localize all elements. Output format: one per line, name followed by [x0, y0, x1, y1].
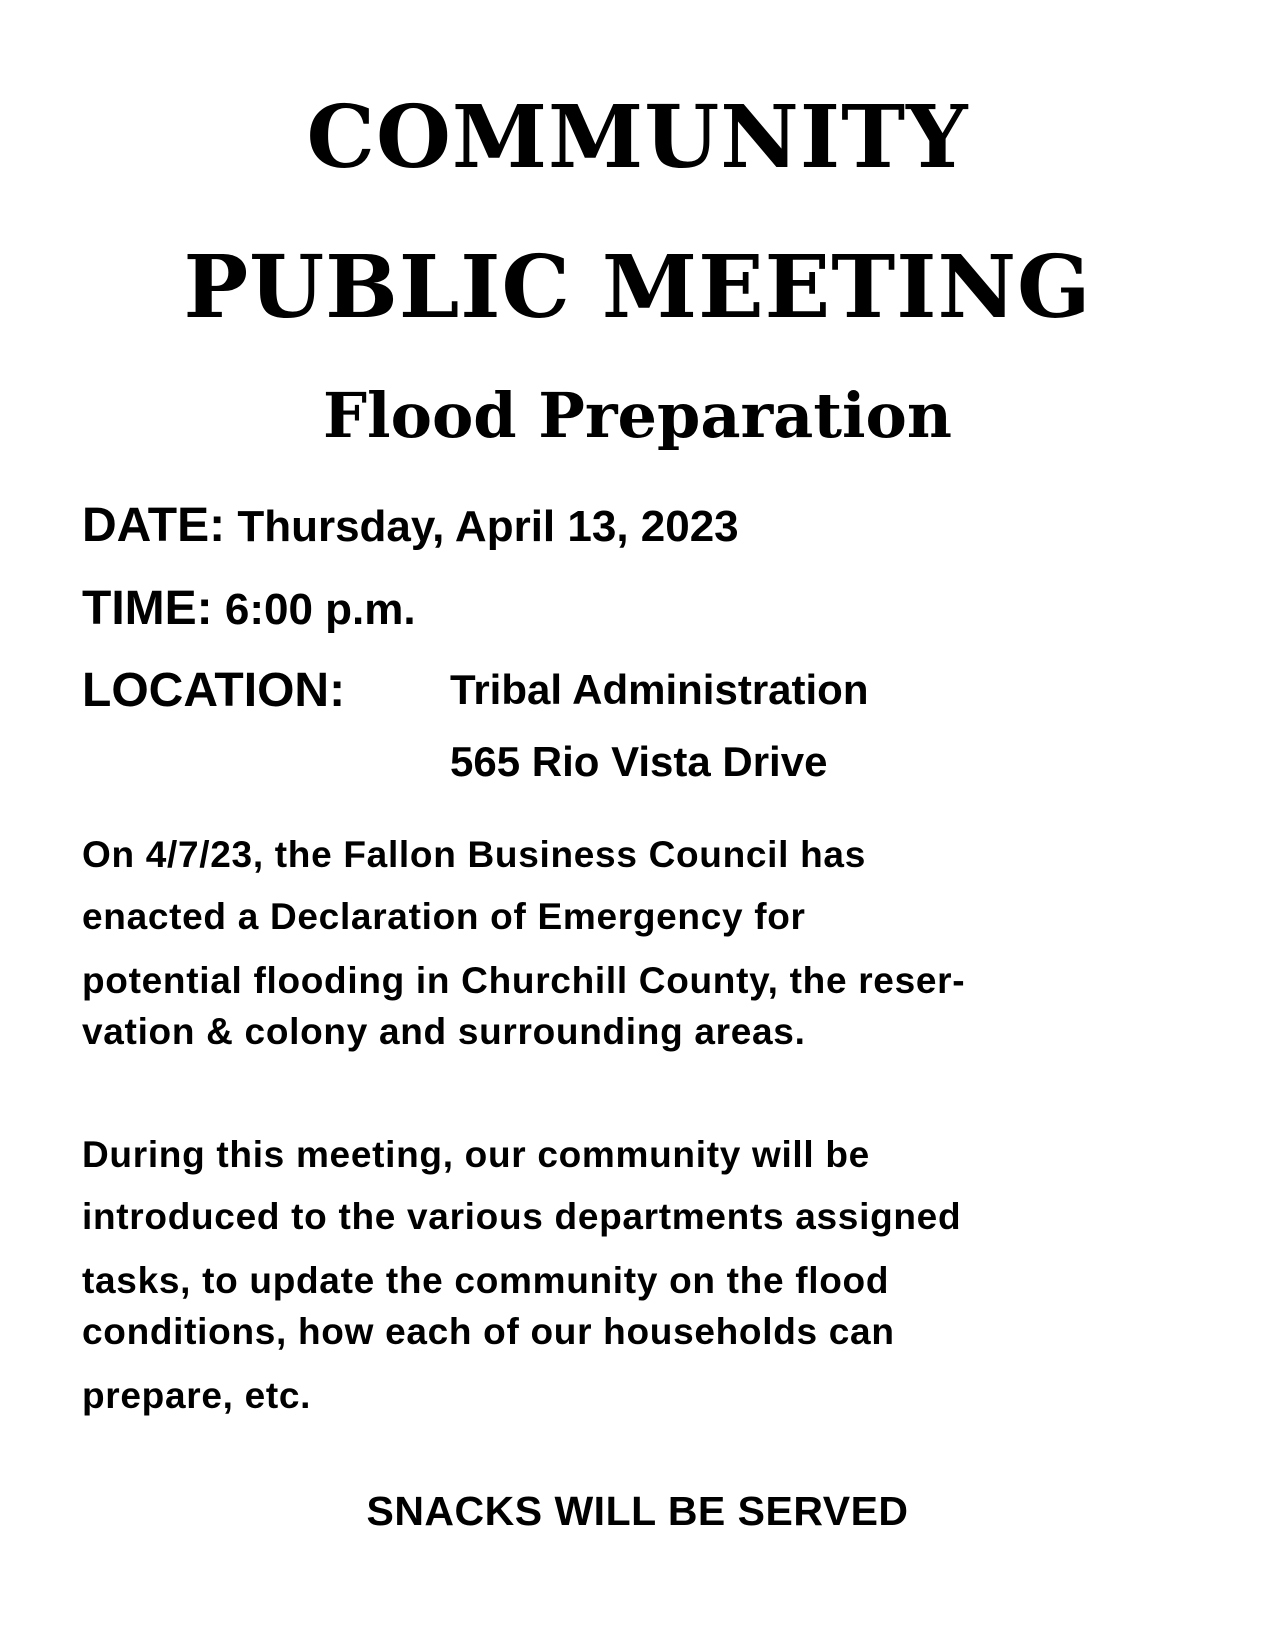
paragraph1-line: potential flooding in Churchill County, the reser- — [82, 960, 966, 1001]
paragraph2-line: tasks, to update the community on the flood — [82, 1260, 890, 1301]
snacks-notice: SNACKS WILL BE SERVED — [366, 1488, 909, 1534]
time-line — [82, 582, 416, 635]
paragraph1-line: On 4/7/23, the Fallon Business Council has — [82, 834, 866, 875]
paragraph1-line: vation & colony and surrounding areas. — [82, 1011, 806, 1052]
date-line — [82, 499, 739, 552]
paragraph1-line: enacted a Declaration of Emergency for — [82, 896, 806, 937]
paragraph2-line: introduced to the various departments assigned — [82, 1196, 962, 1237]
title-line-community: COMMUNITY — [306, 87, 969, 188]
subtitle: Flood Preparation — [323, 379, 952, 452]
date-label: DATE: — [82, 499, 226, 552]
time-value: 6:00 p.m. — [224, 585, 416, 634]
date-value: Thursday, April 13, 2023 — [237, 502, 739, 551]
location-line — [82, 664, 346, 717]
paragraph2-line: prepare, etc. — [82, 1375, 312, 1416]
paragraph2-line: conditions, how each of our households can — [82, 1311, 895, 1352]
time-label: TIME: — [82, 582, 213, 635]
paragraph2-line: During this meeting, our community will be — [82, 1134, 870, 1175]
location-name: Tribal Administration — [450, 666, 869, 713]
title-line-public-meeting: PUBLIC MEETING — [183, 237, 1092, 338]
location-label: LOCATION: — [82, 664, 346, 717]
location-address: 565 Rio Vista Drive — [450, 738, 828, 785]
